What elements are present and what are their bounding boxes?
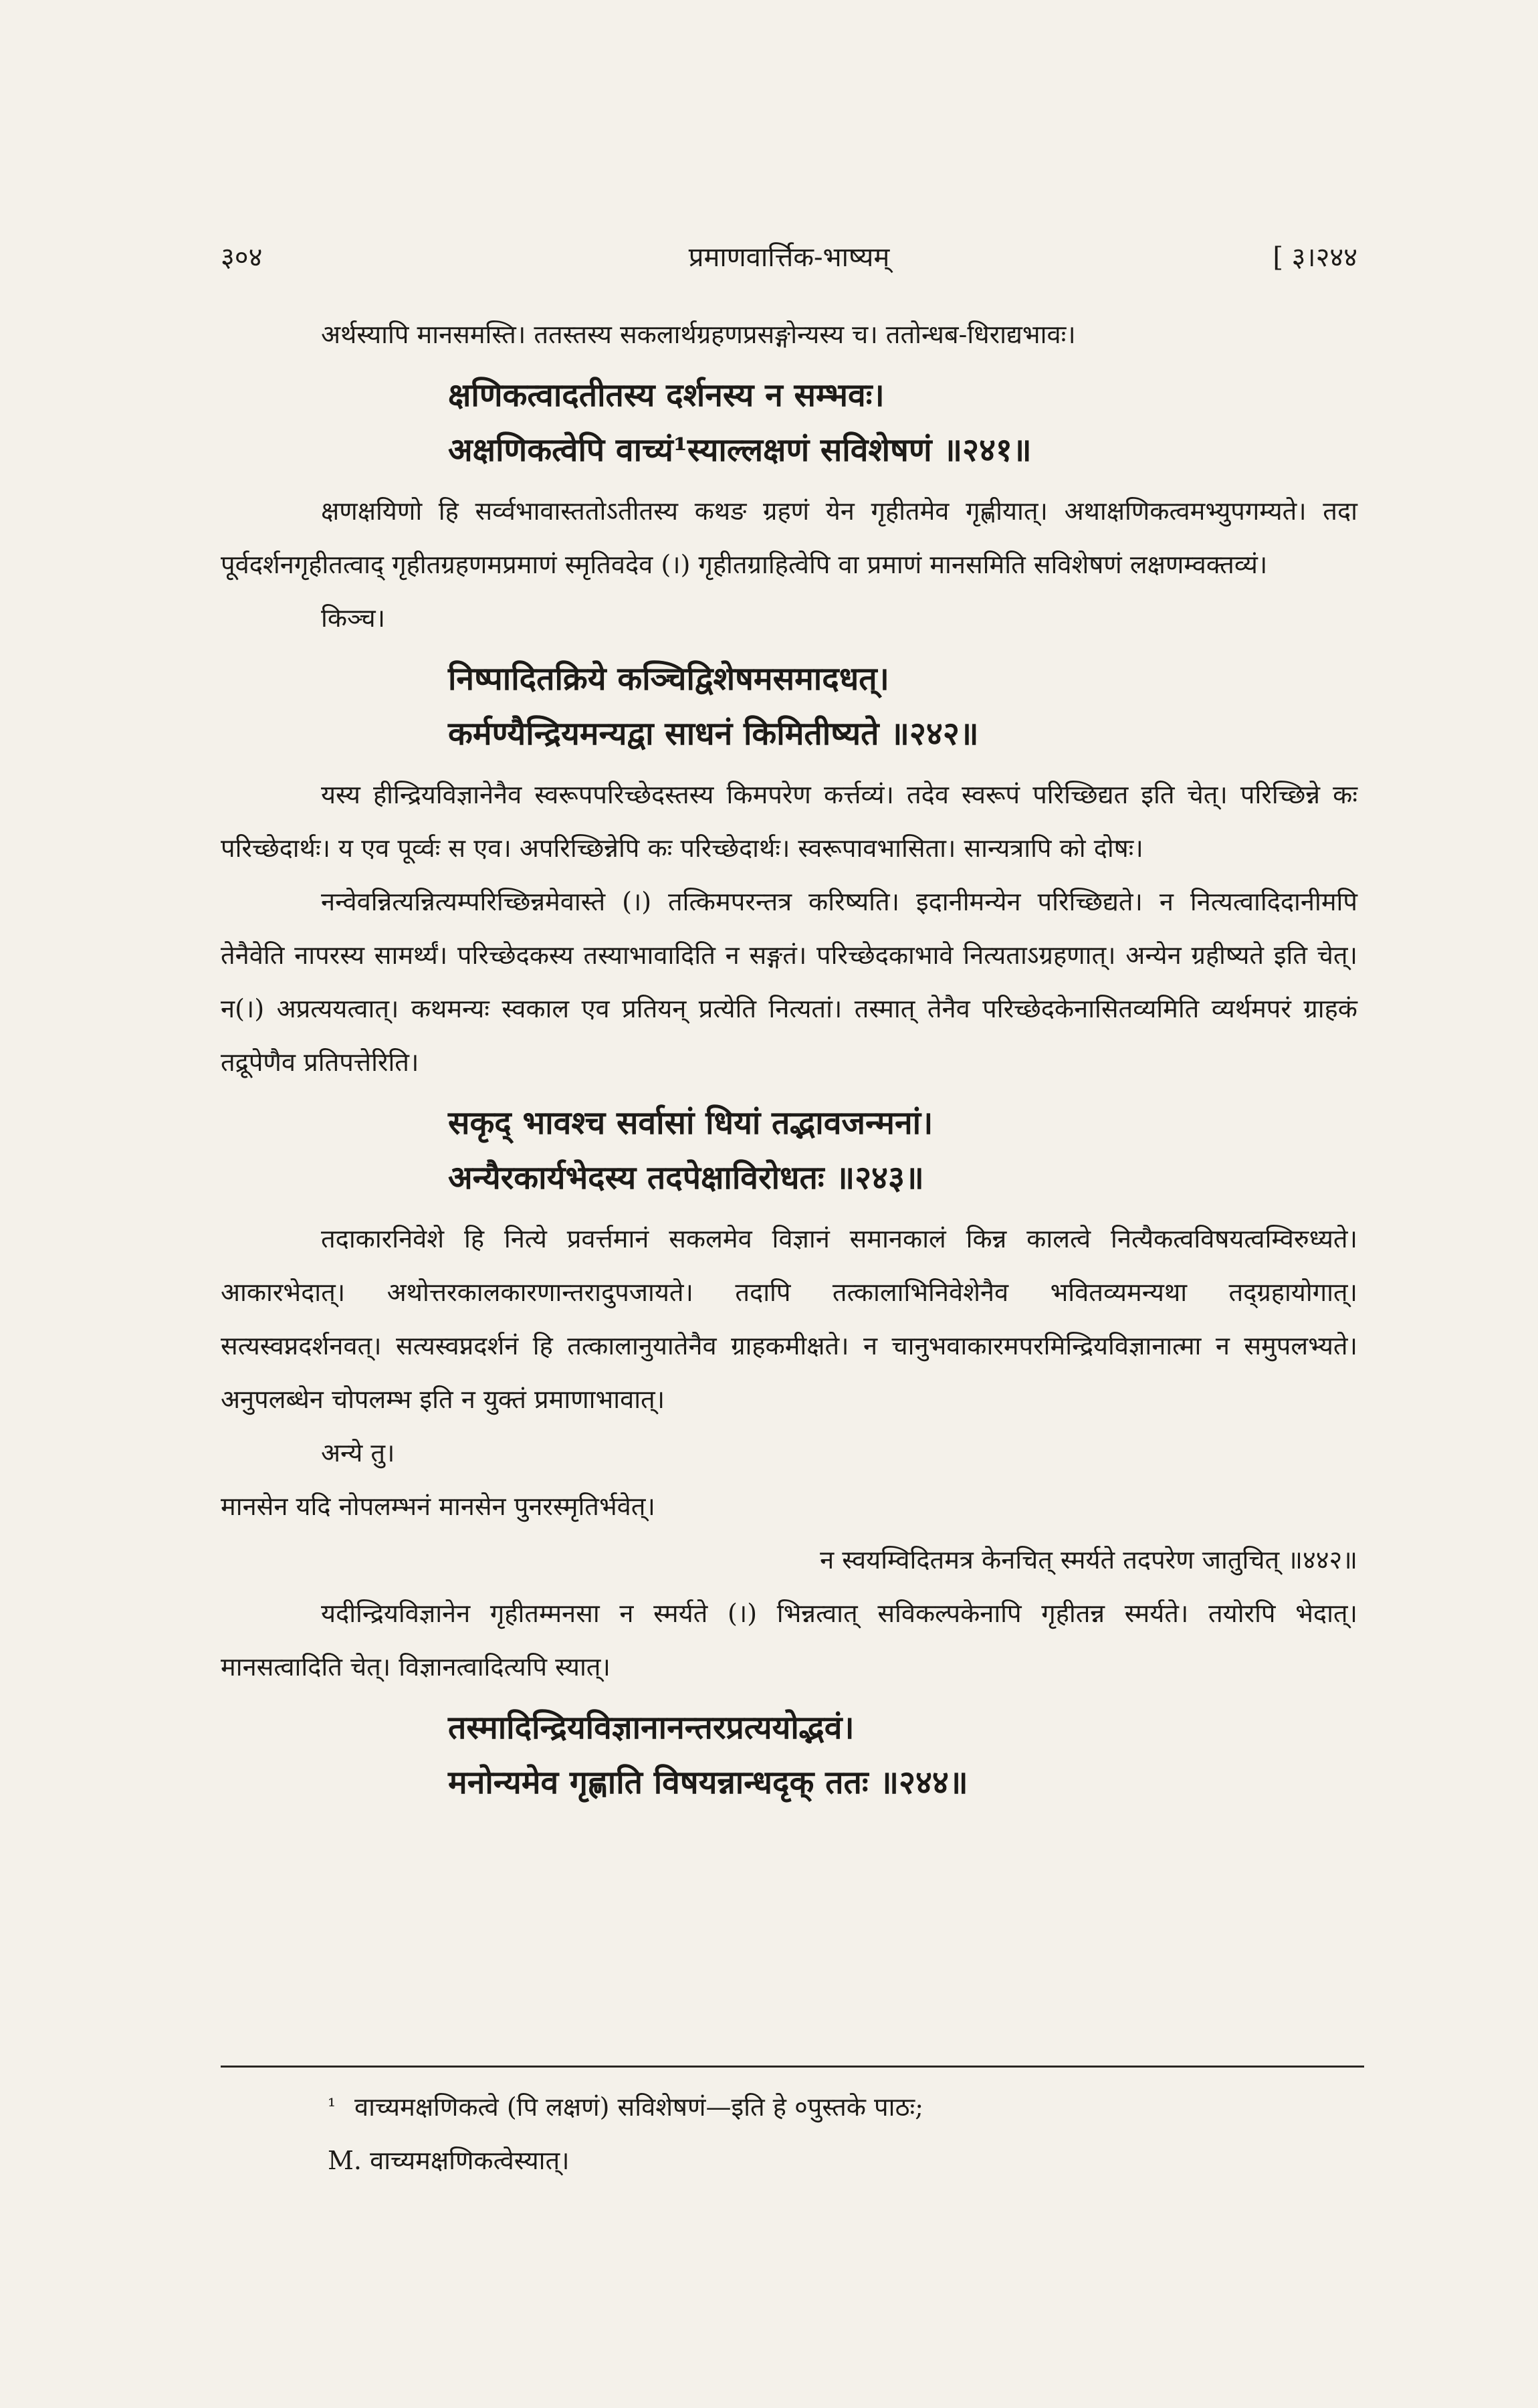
footnote-text: M. वाच्यमक्षणिकत्वेस्यात्। bbox=[328, 2146, 570, 2175]
verse-block bbox=[448, 651, 1357, 761]
running-header bbox=[221, 237, 1357, 284]
footnote-divider bbox=[221, 2066, 1364, 2068]
commentary-paragraph: नन्वेवन्नित्यन्नित्यम्परिच्छिन्नमेवास्ते (।) तत्किमपरन्तत्र करिष्यति। इदानीमन्येन परिच्छिद्यते। न नित्यत्वादिदानीमपि तेनैवेति नापरस्य सामर्थ्यं। परिच्छेदकस्य तस्याभावादिति न सङ्गतं। परिच्छेदकाभावे नित्यताऽग्रहणात्। अन्येन ग्रहीष्यते इति चेत्। न(।) अप्रत्ययत्वात्। कथमन्यः स्वकाल एव प्रतियन् प्रत्येति नित्यतां। तस्मात् तेनैव परिच्छेदकेनासितव्यमिति व्यर्थमपरं ग्राहकं तद्रूपेणैव प्रतिपत्तेरिति। bbox=[221, 887, 1357, 1077]
commentary-paragraph: तदाकारनिवेशे हि नित्ये प्रवर्त्तमानं सकलमेव विज्ञानं समानकालं किन्न कालत्वे नित्यैकत्वविषयत्वम्विरुध्यते। आकारभेदात्। अथोत्तरकालकारणान्तरादुपजायते। तदापि तत्कालाभिनिवेशेनैव भवितव्यमन्यथा तद्ग्रहायोगात्। सत्यस्वप्नदर्शनवत्। सत्यस्वप्नदर्शनं हि तत्कालानुयातेनैव ग्राहकमीक्षते। न चानुभवाकारमपरमिन्द्रियविज्ञानात्मा न समुपलभ्यते। अनुपलब्धेन चोपलम्भ इति न युक्तं प्रमाणाभावात्। bbox=[221, 1224, 1357, 1414]
commentary-paragraph: क्षणक्षयिणो हि सर्व्वभावास्ततोऽतीतस्य कथङ ग्रहणं येन गृहीतमेव गृह्णीयात्। अथाक्षणिकत्वमभ्युपगम्यते। तदा पूर्वदर्शनगृहीतत्वाद् गृहीतग्रहणमप्रमाणं स्मृतिवदेव (।) गृहीतग्राहित्वेपि वा प्रमाणं मानसमिति सविशेषणं लक्षणम्वक्तव्यं। bbox=[221, 496, 1357, 579]
verse-block bbox=[448, 1700, 1357, 1810]
verse-line: निष्पादितक्रिये कञ्चिद्विशेषमसमादधत्। bbox=[448, 660, 889, 698]
running-title: प्रमाणवार्त्तिक-भाष्यम् bbox=[688, 242, 890, 273]
footnotes bbox=[221, 2080, 1364, 2187]
page-number: ३०४ bbox=[221, 242, 263, 273]
quoted-verse-line: मानसेन यदि नोपलम्भनं मानसेन पुनरस्मृतिर्भवेत्। bbox=[221, 1492, 655, 1521]
page-body bbox=[221, 308, 1357, 1817]
footnote-text: वाच्यमक्षणिकत्वे (पि लक्षणं) सविशेषणं—इति हे ०पुस्तके पाठः; bbox=[354, 2092, 924, 2122]
verse-line: मनोन्यमेव गृह्णाति विषयन्नान्धदृक् ततः ॥२४४॥ bbox=[448, 1764, 968, 1801]
commentary-paragraph: अन्ये तु। bbox=[321, 1438, 395, 1468]
footnote-mark: ¹ bbox=[328, 2095, 336, 2118]
verse-line: सकृद् भावश्च सर्वासां धियां तद्भावजन्मनां। bbox=[448, 1104, 933, 1142]
commentary-paragraph: यदीन्द्रियविज्ञानेन गृहीतम्मनसा न स्मर्यते (।) भिन्नत्वात् सविकल्पकेनापि गृहीतन्न स्मर्यते। तयोरपि भेदात्। मानसत्वादिति चेत्। विज्ञानत्वादित्यपि स्यात्। bbox=[221, 1599, 1357, 1682]
verse-block bbox=[448, 368, 1357, 478]
verse-line: अन्यैरकार्यभेदस्य तदपेक्षाविरोधतः ॥२४३॥ bbox=[448, 1159, 924, 1197]
commentary-paragraph: किञ्च। bbox=[321, 603, 386, 633]
footnote bbox=[328, 2080, 1364, 2134]
verse-block bbox=[448, 1096, 1357, 1205]
verse-reference: [ ३।२४४ bbox=[1273, 242, 1357, 273]
verse-line: अक्षणिकत्वेपि वाच्यं¹स्याल्लक्षणं सविशेषणं ॥२४१॥ bbox=[448, 431, 1032, 469]
verse-line: तस्मादिन्द्रियविज्ञानानन्तरप्रत्ययोद्भवं। bbox=[448, 1709, 855, 1746]
verse-line: क्षणिकत्वादतीतस्य दर्शनस्य न सम्भवः। bbox=[448, 377, 885, 414]
verse-line: कर्मण्यैन्द्रियमन्यद्वा साधनं किमितीष्यते ॥२४२॥ bbox=[448, 715, 979, 752]
footnote bbox=[328, 2134, 1364, 2187]
commentary-paragraph: अर्थस्यापि मानसमस्ति। ततस्तस्य सकलार्थग्रहणप्रसङ्गोन्यस्य च। ततोन्धब-धिराद्यभावः। bbox=[321, 320, 1076, 349]
commentary-paragraph: यस्य हीन्द्रियविज्ञानेनैव स्वरूपपरिच्छेदस्तस्य किमपरेण कर्त्तव्यं। तदेव स्वरूपं परिच्छिद्यत इति चेत्। परिच्छिन्ने कः परिच्छेदार्थः। य एव पूर्व्वः स एव। अपरिच्छिन्नेपि कः परिच्छेदार्थः। स्वरूपावभासिता। सान्यत्रापि को दोषः। bbox=[221, 780, 1357, 863]
quoted-verse-line: न स्वयम्विदितमत्र केनचित् स्मर्यते तदपरेण जातुचित् ॥४४२॥ bbox=[820, 1545, 1357, 1575]
